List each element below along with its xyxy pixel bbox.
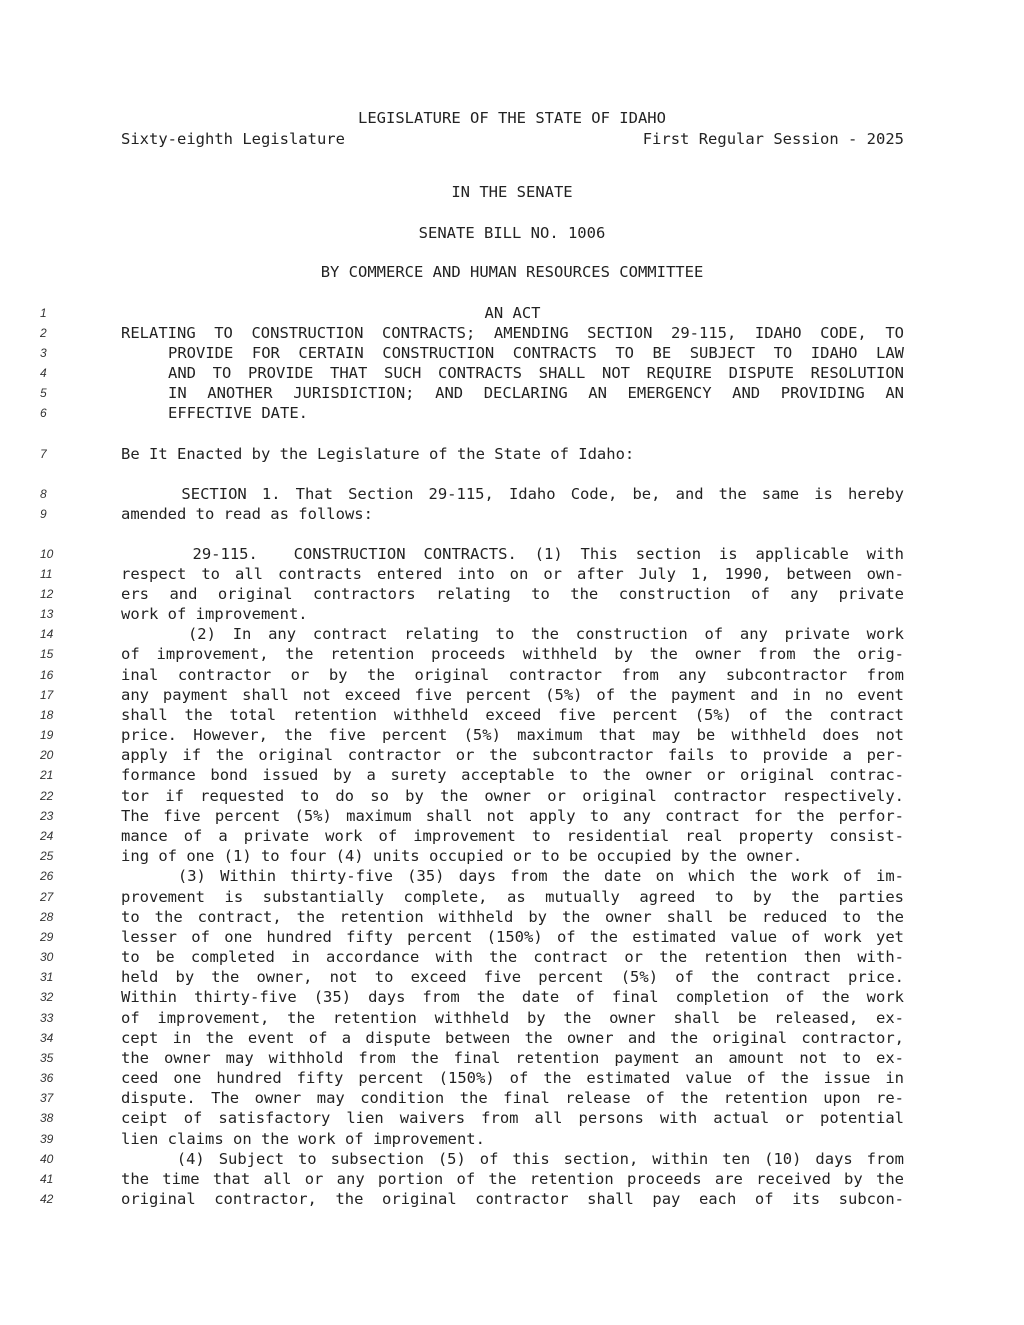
line-number: 24 [40,829,54,843]
line-text: AND TO PROVIDE THAT SUCH CONTRACTS SHALL NOT REQUIRE DISPUTE RESOLUTION [168,364,904,382]
line-number: 34 [40,1031,54,1045]
bill-line [0,1068,1024,1088]
line-text: shall the total retention withheld exceed five percent (5%) of the contract [121,706,904,724]
line-text: respect to all contracts entered into on or after July 1, 1990, between own- [121,565,904,583]
bill-line [0,363,1024,383]
bill-line [0,786,1024,806]
sponsor-line: BY COMMERCE AND HUMAN RESOURCES COMMITTEE [320,263,704,281]
line-number: 32 [40,990,54,1004]
line-number: 16 [40,668,54,682]
line-text: lien claims on the work of improvement. [121,1130,485,1148]
line-number: 6 [40,406,47,420]
bill-line [0,1108,1024,1128]
line-text: 29-115. CONSTRUCTION CONTRACTS. (1) This section is applicable with [121,545,904,563]
line-text: mance of a private work of improvement to residential real property consist- [121,827,904,845]
line-number: 38 [40,1111,54,1125]
line-number: 40 [40,1152,54,1166]
line-number: 21 [40,768,54,782]
line-number: 36 [40,1071,54,1085]
bill-line [0,806,1024,826]
line-text: the time that all or any portion of the retention proceeds are received by the [121,1170,904,1188]
line-text: apply if the original contractor or the subcontractor fails to provide a per- [121,746,904,764]
bill-line [0,444,1024,464]
line-text: SECTION 1. That Section 29-115, Idaho Code, be, and the same is hereby [121,485,904,503]
line-number: 1 [40,306,47,320]
line-text: inal contractor or by the original contractor from any subcontractor from [121,666,904,684]
legislature-title: LEGISLATURE OF THE STATE OF IDAHO [358,109,666,127]
bill-line [0,564,1024,584]
line-text: work of improvement. [121,605,308,623]
line-text: RELATING TO CONSTRUCTION CONTRACTS; AMENDING SECTION 29-115, IDAHO CODE, TO [121,324,904,342]
bill-line [0,967,1024,987]
bill-line [0,987,1024,1007]
line-text: the owner may withhold from the final retention payment an amount not to ex- [121,1049,904,1067]
bill-line [0,665,1024,685]
line-text: The five percent (5%) maximum shall not apply to any contract for the perfor- [121,807,904,825]
line-text: Within thirty-five (35) days from the date of final completion of the work [121,988,904,1006]
bill-line [0,584,1024,604]
bill-line [0,745,1024,765]
bill-line [0,1088,1024,1108]
line-number: 37 [40,1091,54,1105]
bill-line [0,826,1024,846]
line-text: of improvement, the retention withheld by the owner shall be released, ex- [121,1009,904,1027]
bill-line [0,1048,1024,1068]
line-text: tor if requested to do so by the owner or original contractor respectively. [121,787,904,805]
line-number: 28 [40,910,54,924]
bill-line [0,725,1024,745]
bill-line [0,1008,1024,1028]
line-text: cept in the event of a dispute between the owner and the original contractor, [121,1029,904,1047]
line-text: of improvement, the retention proceeds withheld by the owner from the orig- [121,645,904,663]
line-number: 26 [40,869,54,883]
line-text: formance bond issued by a surety acceptable to the owner or original contrac- [121,766,904,784]
bill-line [0,484,1024,504]
bill-line [0,846,1024,866]
bill-line [0,927,1024,947]
bill-line [0,323,1024,343]
chamber-heading: IN THE SENATE [451,183,573,201]
line-text: PROVIDE FOR CERTAIN CONSTRUCTION CONTRACTS TO BE SUBJECT TO IDAHO LAW [168,344,904,362]
line-number: 31 [40,970,54,984]
line-text: to the contract, the retention withheld by the owner shall be reduced to the [121,908,904,926]
line-text: ers and original contractors relating to the construction of any private [121,585,904,603]
line-text: ceed one hundred fifty percent (150%) of the estimated value of the issue in [121,1069,904,1087]
line-number: 15 [40,647,54,661]
bill-line [0,303,1024,323]
line-number: 17 [40,688,54,702]
line-number: 3 [40,346,47,360]
line-number: 35 [40,1051,54,1065]
bill-line [0,947,1024,967]
bill-line [0,1129,1024,1149]
bill-line [0,604,1024,624]
bill-line [0,383,1024,403]
bill-line [0,644,1024,664]
line-number: 12 [40,587,54,601]
line-text: IN ANOTHER JURISDICTION; AND DECLARING AN EMERGENCY AND PROVIDING AN [168,384,904,402]
line-text: (3) Within thirty-five (35) days from the date on which the work of im- [121,867,904,885]
bill-line [0,403,1024,423]
line-text: any payment shall not exceed five percent (5%) of the payment and in no event [121,686,904,704]
bill-line [0,1189,1024,1209]
line-number: 33 [40,1011,54,1025]
line-number: 9 [40,507,47,521]
bill-line [0,504,1024,524]
line-number: 27 [40,890,54,904]
line-number: 30 [40,950,54,964]
line-number: 41 [40,1172,54,1186]
line-text: Be It Enacted by the Legislature of the State of Idaho: [121,445,635,463]
line-number: 5 [40,386,47,400]
line-text: AN ACT [484,304,541,322]
session-label: First Regular Session - 2025 [642,130,904,148]
line-number: 39 [40,1132,54,1146]
line-text: EFFECTIVE DATE. [168,404,308,422]
line-number: 22 [40,789,54,803]
bill-line [0,624,1024,644]
line-text: (4) Subject to subsection (5) of this section, within ten (10) days from [121,1150,904,1168]
line-number: 13 [40,607,54,621]
line-text: held by the owner, not to exceed five percent (5%) of the contract price. [121,968,904,986]
line-number: 42 [40,1192,54,1206]
bill-line [0,343,1024,363]
bill-line [0,887,1024,907]
line-number: 29 [40,930,54,944]
line-number: 20 [40,748,54,762]
line-number: 18 [40,708,54,722]
line-number: 4 [40,366,47,380]
bill-line [0,544,1024,564]
line-text: to be completed in accordance with the contract or the retention then with- [121,948,904,966]
line-text: lesser of one hundred fifty percent (150%) of the estimated value of work yet [121,928,904,946]
line-number: 8 [40,487,47,501]
line-text: ing of one (1) to four (4) units occupied or to be occupied by the owner. [121,847,803,865]
line-number: 25 [40,849,54,863]
line-number: 7 [40,447,47,461]
line-text: ceipt of satisfactory lien waivers from all persons with actual or potential [121,1109,904,1127]
bill-line [0,1149,1024,1169]
line-number: 11 [40,567,53,581]
line-text: price. However, the five percent (5%) maximum that may be withheld does not [121,726,904,744]
bill-line [0,765,1024,785]
legislature-number: Sixty-eighth Legislature [121,130,345,148]
line-number: 14 [40,627,54,641]
line-number: 10 [40,547,54,561]
line-number: 2 [40,326,47,340]
line-text: original contractor, the original contractor shall pay each of its subcon- [121,1190,904,1208]
line-text: provement is substantially complete, as mutually agreed to by the parties [121,888,904,906]
bill-line [0,907,1024,927]
line-text: dispute. The owner may condition the final release of the retention upon re- [121,1089,904,1107]
bill-line [0,866,1024,886]
bill-line [0,705,1024,725]
line-number: 23 [40,809,54,823]
bill-line [0,1028,1024,1048]
bill-line [0,685,1024,705]
line-number: 19 [40,728,54,742]
bill-line [0,1169,1024,1189]
bill-number: SENATE BILL NO. 1006 [418,224,606,242]
line-text: (2) In any contract relating to the construction of any private work [121,625,904,643]
line-text: amended to read as follows: [121,505,373,523]
